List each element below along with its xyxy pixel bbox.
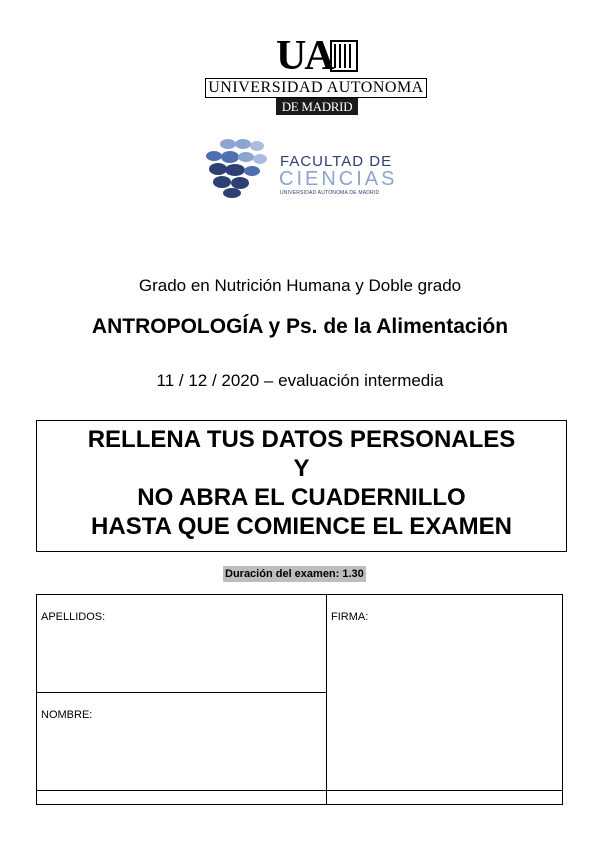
uam-logo-subtitle: DE MADRID	[276, 98, 358, 115]
faculty-logo	[202, 136, 402, 198]
notice-box	[36, 420, 567, 552]
form-divider-vertical	[326, 595, 327, 804]
student-data-form	[36, 594, 563, 805]
course-title: ANTROPOLOGÍA y Ps. de la Alimentación	[91, 315, 509, 338]
exam-date: 11 / 12 / 2020 – evaluación intermedia	[156, 371, 444, 390]
notice-line: HASTA QUE COMIENCE EL EXAMEN	[91, 513, 512, 540]
form-divider-middle	[37, 692, 326, 693]
firma-field[interactable]	[329, 625, 559, 787]
apellidos-field[interactable]	[38, 625, 324, 689]
nombre-field[interactable]	[38, 723, 324, 787]
nombre-label: NOMBRE:	[41, 709, 93, 721]
faculty-logo-mark-icon	[202, 136, 272, 198]
form-divider-bottom	[37, 790, 562, 791]
uam-logo	[200, 33, 432, 118]
firma-label: FIRMA:	[331, 611, 369, 623]
apellidos-label: APELLIDOS:	[41, 611, 106, 623]
notice-line: NO ABRA EL CUADERNILLO	[137, 484, 466, 511]
degree-title: Grado en Nutrición Humana y Doble grado	[138, 276, 462, 295]
notice-line: Y	[293, 455, 310, 482]
uam-logo-name: UNIVERSIDAD AUTONOMA	[205, 78, 427, 98]
faculty-logo-line2: CIENCIAS	[279, 168, 398, 190]
uam-logo-letters: UA	[276, 33, 333, 79]
faculty-logo-line3: UNIVERSIDAD AUTONOMA DE MADRID	[280, 190, 380, 196]
notice-line: RELLENA TUS DATOS PERSONALES	[87, 426, 516, 453]
uam-logo-m-stripes	[334, 44, 354, 68]
faculty-logo-line1: FACULTAD DE	[280, 153, 393, 170]
exam-duration: Duración del examen: 1.30	[225, 568, 364, 580]
